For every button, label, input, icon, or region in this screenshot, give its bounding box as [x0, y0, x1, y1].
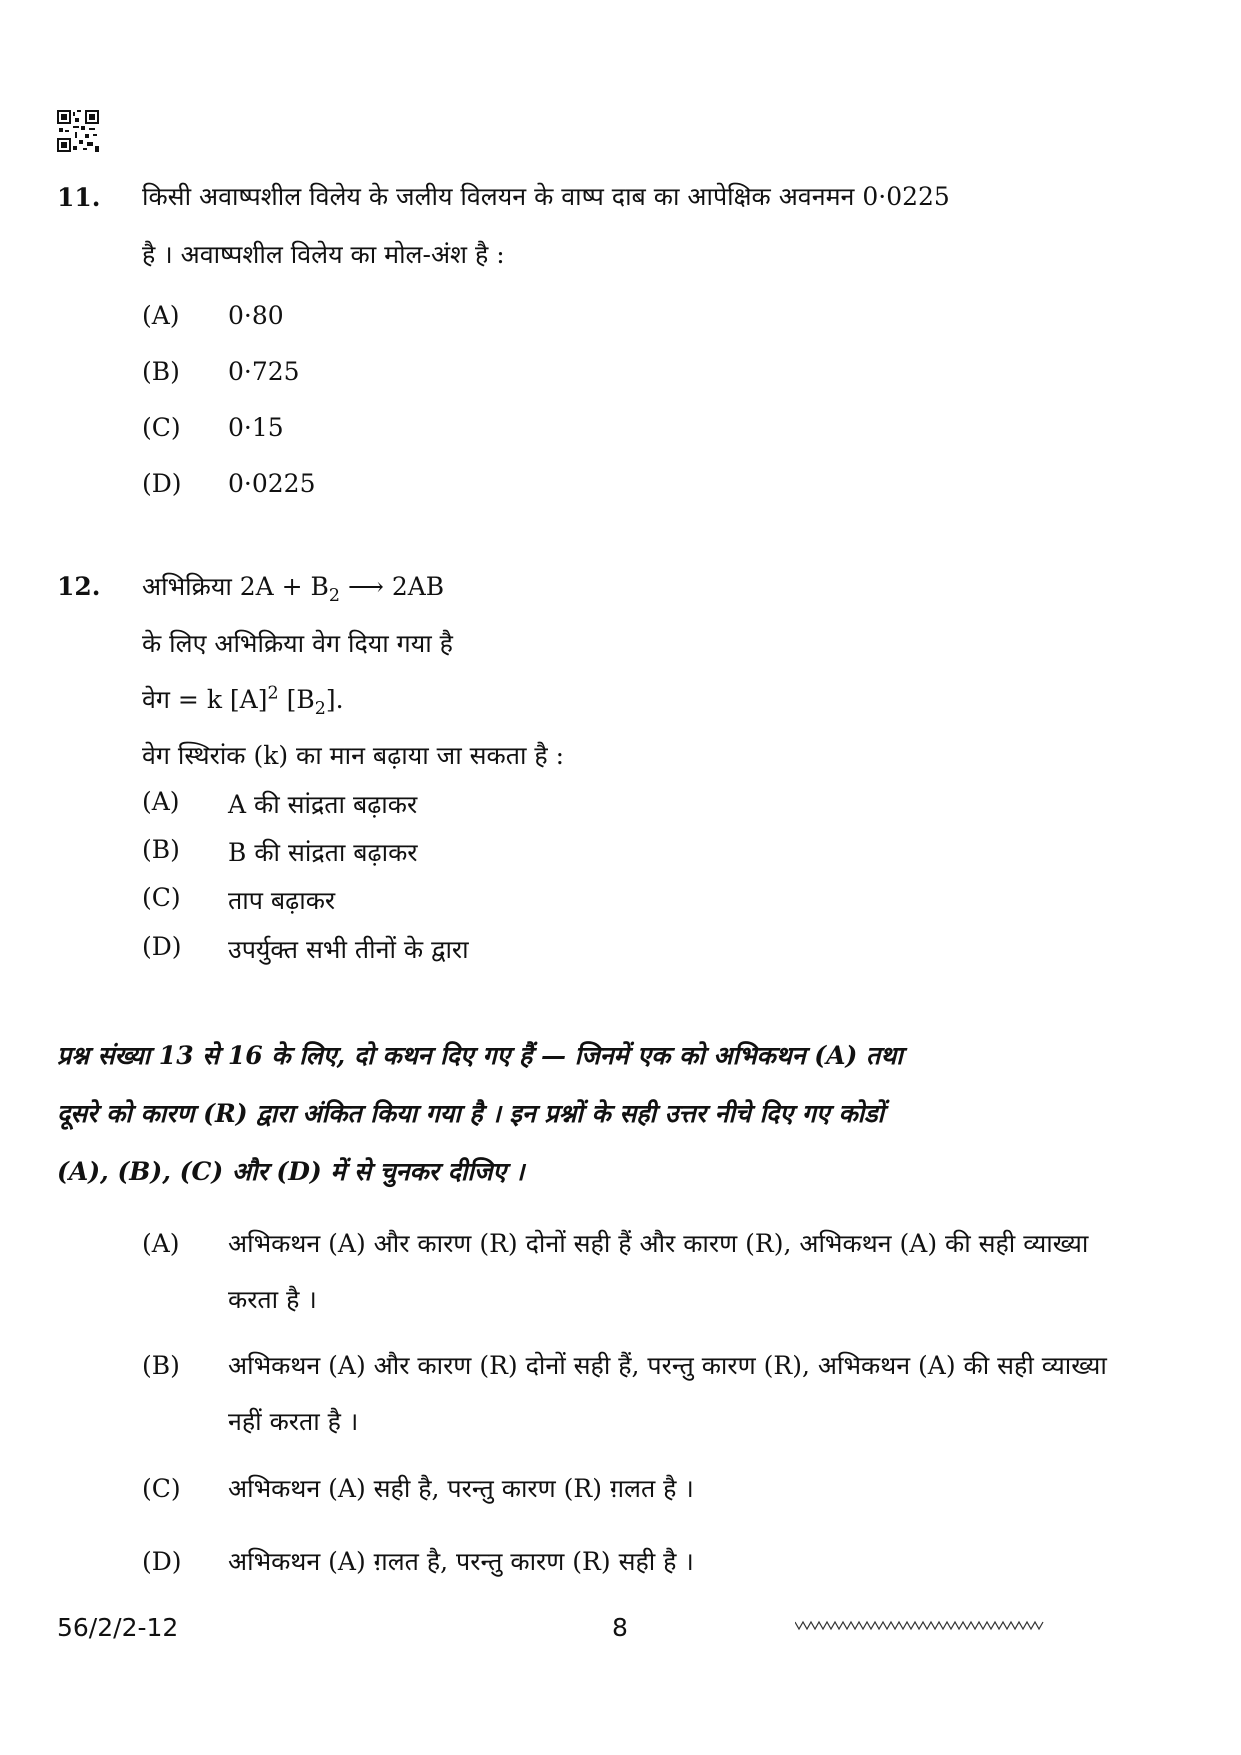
question-line: किसी अवाष्पशील विलेय के जलीय विलयन के वाष्प दाब का आपेक्षिक अवनमन 0·0225 [142, 182, 950, 211]
paper-code: 56/2/2-12 [57, 1613, 179, 1642]
option-text: 0·80 [228, 301, 284, 330]
subscript: 2 [314, 699, 326, 719]
option-text: अभिकथन (A) और कारण (R) दोनों सही हैं और कारण (R), अभिकथन (A) की सही व्याख्या करता है । [228, 1229, 1089, 1314]
option-label: (A) [142, 787, 180, 816]
question-number: 12. [57, 572, 101, 601]
question-line: के लिए अभिक्रिया वेग दिया गया है [142, 629, 453, 658]
reaction-product: 2AB [391, 572, 445, 601]
instruction-line: दूसरे को कारण (R) द्वारा अंकित किया गया है । इन प्रश्नों के सही उत्तर नीचे दिए गए कोडों [57, 1099, 884, 1128]
rate-text: [B [278, 685, 315, 714]
option-text: 0·725 [228, 357, 300, 386]
wavy-line-icon [795, 1618, 1045, 1632]
option-text: अभिकथन (A) और कारण (R) दोनों सही हैं, परन्तु कारण (R), अभिकथन (A) की सही व्याख्या नहीं करता है । [228, 1351, 1107, 1436]
question-number: 11. [57, 183, 101, 212]
subscript: 2 [328, 586, 341, 606]
rate-text: ]. [325, 685, 344, 714]
reaction-text: अभिक्रिया 2A + B [142, 572, 329, 601]
instruction-line: (A), (B), (C) और (D) में से चुनकर दीजिए । [57, 1157, 525, 1186]
question-line: वेग स्थिरांक (k) का मान बढ़ाया जा सकता है : [142, 741, 565, 770]
page-number: 8 [612, 1613, 628, 1642]
rate-text: वेग = k [A] [142, 685, 268, 714]
qr-code-icon [57, 110, 99, 152]
option-text: 0·15 [228, 413, 284, 442]
option-label: (C) [142, 883, 181, 912]
option-text: 0·0225 [228, 469, 316, 498]
option-label: (A) [142, 301, 180, 330]
question-text [142, 168, 1142, 284]
option-label: (D) [142, 932, 182, 961]
option-text: ताप बढ़ाकर [228, 886, 336, 915]
option-text: B की सांद्रता बढ़ाकर [228, 838, 418, 867]
option-text: A की सांद्रता बढ़ाकर [228, 790, 418, 819]
superscript: 2 [267, 683, 279, 704]
option-label: (C) [142, 413, 181, 442]
reaction-arrow: ⟶ [348, 572, 384, 601]
option-label: (C) [142, 1474, 181, 1503]
option-label: (B) [142, 1351, 180, 1380]
option-label: (A) [142, 1229, 180, 1258]
rate-equation [142, 682, 344, 719]
option-label: (B) [142, 357, 180, 386]
option-label: (B) [142, 835, 180, 864]
option-label: (D) [142, 469, 182, 498]
option-label: (D) [142, 1547, 182, 1576]
option-text: अभिकथन (A) ग़लत है, परन्तु कारण (R) सही है । [228, 1547, 694, 1576]
instructions [57, 1027, 1137, 1201]
instruction-line: प्रश्न संख्या 13 से 16 के लिए, दो कथन दिए गए हैं — जिनमें एक को अभिकथन (A) तथा [57, 1041, 903, 1070]
reaction-equation [142, 569, 444, 606]
question-line: है । अवाष्पशील विलेय का मोल-अंश है : [142, 240, 505, 269]
option-text: उपर्युक्त सभी तीनों के द्वारा [228, 935, 469, 964]
option-text: अभिकथन (A) सही है, परन्तु कारण (R) ग़लत है । [228, 1474, 694, 1503]
